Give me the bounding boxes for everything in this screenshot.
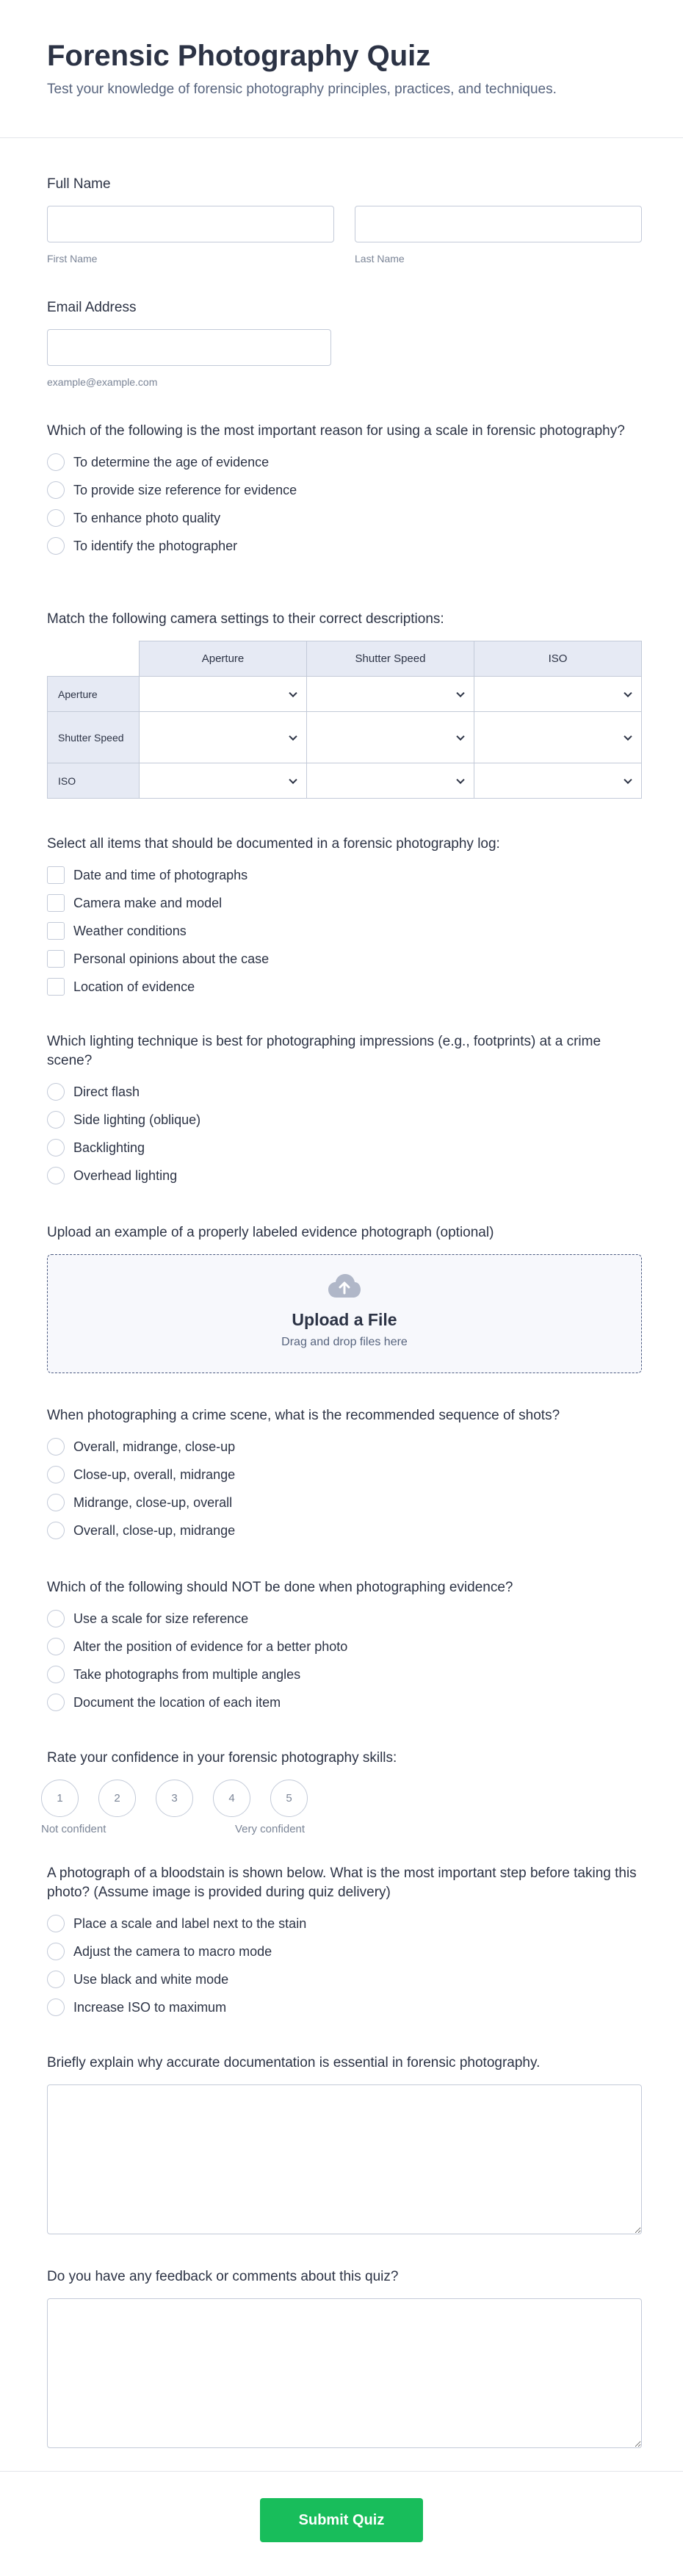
chevron-down-icon: [624, 688, 632, 697]
radio-button[interactable]: [47, 453, 65, 471]
question-label: Match the following camera settings to their correct descriptions:: [47, 611, 444, 627]
radio-button[interactable]: [47, 1111, 65, 1129]
radio-button[interactable]: [47, 1522, 65, 1539]
question-label: Which of the following should NOT be done when photographing evidence?: [47, 1580, 513, 1595]
radio-button[interactable]: [47, 1139, 65, 1156]
matrix-row-header: Shutter Speed: [48, 712, 140, 763]
submit-button[interactable]: Submit Quiz: [260, 2498, 423, 2542]
radio-option[interactable]: Overhead lighting: [47, 1162, 642, 1190]
radio-option[interactable]: Overall, midrange, close-up: [47, 1433, 642, 1461]
question-label: Do you have any feedback or comments about this quiz?: [47, 2269, 399, 2284]
form-footer: [0, 2471, 683, 2576]
scale-option-2[interactable]: 2: [98, 1780, 136, 1817]
checkbox[interactable]: [47, 894, 65, 912]
matrix-column-header: Shutter Speed: [307, 641, 474, 677]
question-label: Which of the following is the most important reason for using a scale in forensic photography?: [47, 423, 625, 439]
question-bloodstain: [47, 1864, 642, 2021]
question-label: Briefly explain why accurate documentation is essential in forensic photography.: [47, 2055, 541, 2070]
scale-option-3[interactable]: 3: [156, 1780, 193, 1817]
radio-button[interactable]: [47, 1610, 65, 1627]
checkbox-option[interactable]: Date and time of photographs: [47, 861, 642, 889]
radio-button[interactable]: [47, 1971, 65, 1988]
page-subtitle: Test your knowledge of forensic photography principles, practices, and techniques.: [47, 82, 557, 97]
chevron-down-icon: [289, 775, 297, 783]
question-label: Select all items that should be documented in a forensic photography log:: [47, 836, 500, 852]
scale-option-5[interactable]: 5: [270, 1780, 308, 1817]
radio-button[interactable]: [47, 1943, 65, 1960]
first-name-input[interactable]: [47, 206, 334, 242]
chevron-down-icon: [289, 688, 297, 697]
matrix-corner: [48, 641, 140, 677]
question-explain: [47, 2054, 642, 2234]
radio-button[interactable]: [47, 481, 65, 499]
radio-button[interactable]: [47, 1167, 65, 1184]
radio-option[interactable]: To determine the age of evidence: [47, 448, 642, 476]
radio-option[interactable]: Overall, close-up, midrange: [47, 1517, 642, 1544]
radio-button[interactable]: [47, 1915, 65, 1932]
scale-labels: [41, 1823, 642, 1838]
email-input[interactable]: [47, 329, 331, 366]
checkbox-option[interactable]: Personal opinions about the case: [47, 945, 642, 973]
matrix-dropdown[interactable]: [140, 677, 307, 712]
matrix-dropdown[interactable]: [307, 677, 474, 712]
checkbox[interactable]: [47, 922, 65, 940]
radio-button[interactable]: [47, 1494, 65, 1511]
radio-option[interactable]: Increase ISO to maximum: [47, 1993, 642, 2021]
chevron-down-icon: [456, 732, 464, 740]
confidence-scale: [41, 1780, 642, 1817]
first-name-sublabel: First Name: [47, 253, 98, 265]
email-label: Email Address: [47, 300, 137, 315]
radio-option[interactable]: Side lighting (oblique): [47, 1106, 642, 1134]
matrix-dropdown[interactable]: [140, 712, 307, 763]
form-header: [0, 0, 683, 138]
radio-option[interactable]: Midrange, close-up, overall: [47, 1489, 642, 1517]
upload-title: Upload a File: [292, 1310, 397, 1329]
page-title: Forensic Photography Quiz: [47, 40, 431, 72]
full-name-label: Full Name: [47, 176, 111, 192]
radio-option[interactable]: Use black and white mode: [47, 1965, 642, 1993]
radio-button[interactable]: [47, 537, 65, 555]
chevron-down-icon: [456, 775, 464, 783]
file-dropzone[interactable]: [47, 1254, 642, 1373]
radio-option[interactable]: Close-up, overall, midrange: [47, 1461, 642, 1489]
radio-option[interactable]: To identify the photographer: [47, 532, 642, 560]
radio-option[interactable]: Direct flash: [47, 1078, 642, 1106]
matrix-column-header: ISO: [474, 641, 642, 677]
radio-button[interactable]: [47, 1083, 65, 1101]
radio-option[interactable]: Alter the position of evidence for a better photo: [47, 1633, 642, 1661]
radio-option[interactable]: Document the location of each item: [47, 1688, 642, 1716]
scale-option-1[interactable]: 1: [41, 1780, 79, 1817]
question-label: When photographing a crime scene, what is the recommended sequence of shots?: [47, 1408, 560, 1423]
question-lighting: [47, 1032, 642, 1190]
radio-button[interactable]: [47, 1438, 65, 1456]
question-label: Which lighting technique is best for photographing impressions (e.g., footprints) at a crime scene?: [47, 1034, 601, 1068]
matrix-row-header: ISO: [48, 763, 140, 799]
checkbox-option[interactable]: Location of evidence: [47, 973, 642, 1001]
radio-button[interactable]: [47, 509, 65, 527]
full-name-field: [47, 175, 642, 265]
chevron-down-icon: [624, 732, 632, 740]
checkbox-option[interactable]: Camera make and model: [47, 889, 642, 917]
radio-option[interactable]: Adjust the camera to macro mode: [47, 1938, 642, 1965]
scale-high-label: Very confident: [235, 1823, 306, 1835]
radio-button[interactable]: [47, 1998, 65, 2016]
radio-option[interactable]: Place a scale and label next to the stain: [47, 1910, 642, 1938]
question-photo-log: [47, 835, 642, 1001]
chevron-down-icon: [289, 732, 297, 740]
feedback-textarea[interactable]: [47, 2298, 642, 2448]
chevron-down-icon: [624, 775, 632, 783]
email-sublabel: example@example.com: [47, 376, 158, 388]
radio-option[interactable]: To provide size reference for evidence: [47, 476, 642, 504]
radio-button[interactable]: [47, 1666, 65, 1683]
checkbox[interactable]: [47, 978, 65, 996]
matrix-table: [47, 641, 642, 799]
checkbox[interactable]: [47, 950, 65, 968]
question-upload: [47, 1223, 642, 1373]
matrix-dropdown[interactable]: [140, 763, 307, 799]
radio-option[interactable]: To enhance photo quality: [47, 504, 642, 532]
explain-textarea[interactable]: [47, 2084, 642, 2234]
radio-button[interactable]: [47, 1694, 65, 1711]
email-field: [47, 298, 642, 389]
last-name-sublabel: Last Name: [355, 253, 405, 265]
question-shot-sequence: [47, 1406, 642, 1544]
scale-low-label: Not confident: [41, 1823, 106, 1835]
radio-option[interactable]: Use a scale for size reference: [47, 1605, 642, 1633]
question-feedback: [47, 2267, 642, 2448]
question-label: Rate your confidence in your forensic photography skills:: [47, 1750, 397, 1766]
radio-button[interactable]: [47, 1466, 65, 1483]
question-camera-matrix: [47, 610, 642, 799]
checkbox-option[interactable]: Weather conditions: [47, 917, 642, 945]
checkbox[interactable]: [47, 866, 65, 884]
matrix-dropdown[interactable]: [307, 763, 474, 799]
matrix-row-header: Aperture: [48, 677, 140, 712]
question-not-done: [47, 1578, 642, 1716]
question-label: A photograph of a bloodstain is shown below. What is the most important step before taking this photo? (Assume image is provided during quiz delivery): [47, 1866, 637, 1900]
radio-option[interactable]: Backlighting: [47, 1134, 642, 1162]
matrix-dropdown[interactable]: [474, 763, 642, 799]
chevron-down-icon: [456, 688, 464, 697]
matrix-dropdown[interactable]: [307, 712, 474, 763]
scale-option-4[interactable]: 4: [213, 1780, 250, 1817]
radio-button[interactable]: [47, 1638, 65, 1655]
question-scale-reason: [47, 422, 642, 560]
radio-option[interactable]: Take photographs from multiple angles: [47, 1661, 642, 1688]
upload-subtitle: Drag and drop files here: [281, 1336, 408, 1348]
question-confidence: [41, 1749, 642, 1838]
cloud-upload-icon: [327, 1273, 362, 1303]
question-label: Upload an example of a properly labeled evidence photograph (optional): [47, 1225, 494, 1240]
last-name-input[interactable]: [355, 206, 642, 242]
matrix-dropdown[interactable]: [474, 712, 642, 763]
matrix-column-header: Aperture: [140, 641, 307, 677]
matrix-dropdown[interactable]: [474, 677, 642, 712]
